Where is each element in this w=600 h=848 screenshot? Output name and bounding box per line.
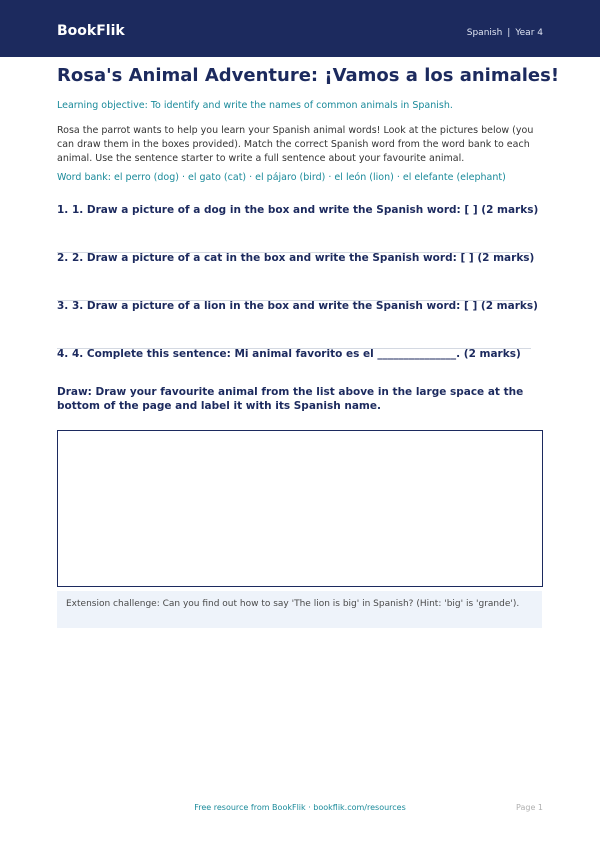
question-1: 1. 1. Draw a picture of a dog in the box and write the Spanish word: [ ] (2 marks)	[57, 204, 539, 216]
draw-instruction: Draw: Draw your favourite animal from the list above in the large space at the bottom of the page and label it with its Spanish name.	[57, 386, 524, 412]
question-2: 2. 2. Draw a picture of a cat in the box and write the Spanish word: [ ] (2 marks)	[57, 252, 535, 264]
extension-challenge: Extension challenge: Can you find out how to say 'The lion is big' in Spanish? (Hint: 'big' is 'grande').	[66, 599, 520, 609]
header-meta	[467, 28, 543, 38]
worksheet-title: Rosa's Animal Adventure: ¡Vamos a los animales!	[57, 65, 560, 86]
subject-label: Spanish	[466, 28, 503, 38]
question-3: 3. 3. Draw a picture of a lion in the box and write the Spanish word: [ ] (2 marks)	[57, 300, 538, 312]
question-4: 4. 4. Complete this sentence: Mi animal favorito es el _______________. (2 marks)	[57, 348, 521, 360]
word-bank: Word bank: el perro (dog) · el gato (cat) · el pájaro (bird) · el león (lion) · el elefante (elephant)	[57, 172, 506, 183]
extension-panel	[57, 591, 542, 628]
year-label: Year 4	[515, 28, 543, 38]
page-number: Page 1	[516, 803, 543, 812]
drawing-box[interactable]	[57, 430, 543, 587]
footer-link[interactable]: Free resource from BookFlik · bookflik.com/resources	[194, 803, 406, 812]
brand-logo[interactable]: BookFlik	[57, 23, 125, 39]
header-bar	[0, 0, 600, 57]
meta-separator: |	[507, 28, 511, 38]
intro-paragraph: Rosa the parrot wants to help you learn your Spanish animal words! Look at the pictures below (you can draw them in the boxes provided). Match the correct Spanish word from the word bank to each animal. Use the sentence starter to write a full sentence about your favourite animal.	[57, 125, 534, 164]
learning-objective: Learning objective: To identify and write the names of common animals in Spanish.	[57, 100, 453, 111]
